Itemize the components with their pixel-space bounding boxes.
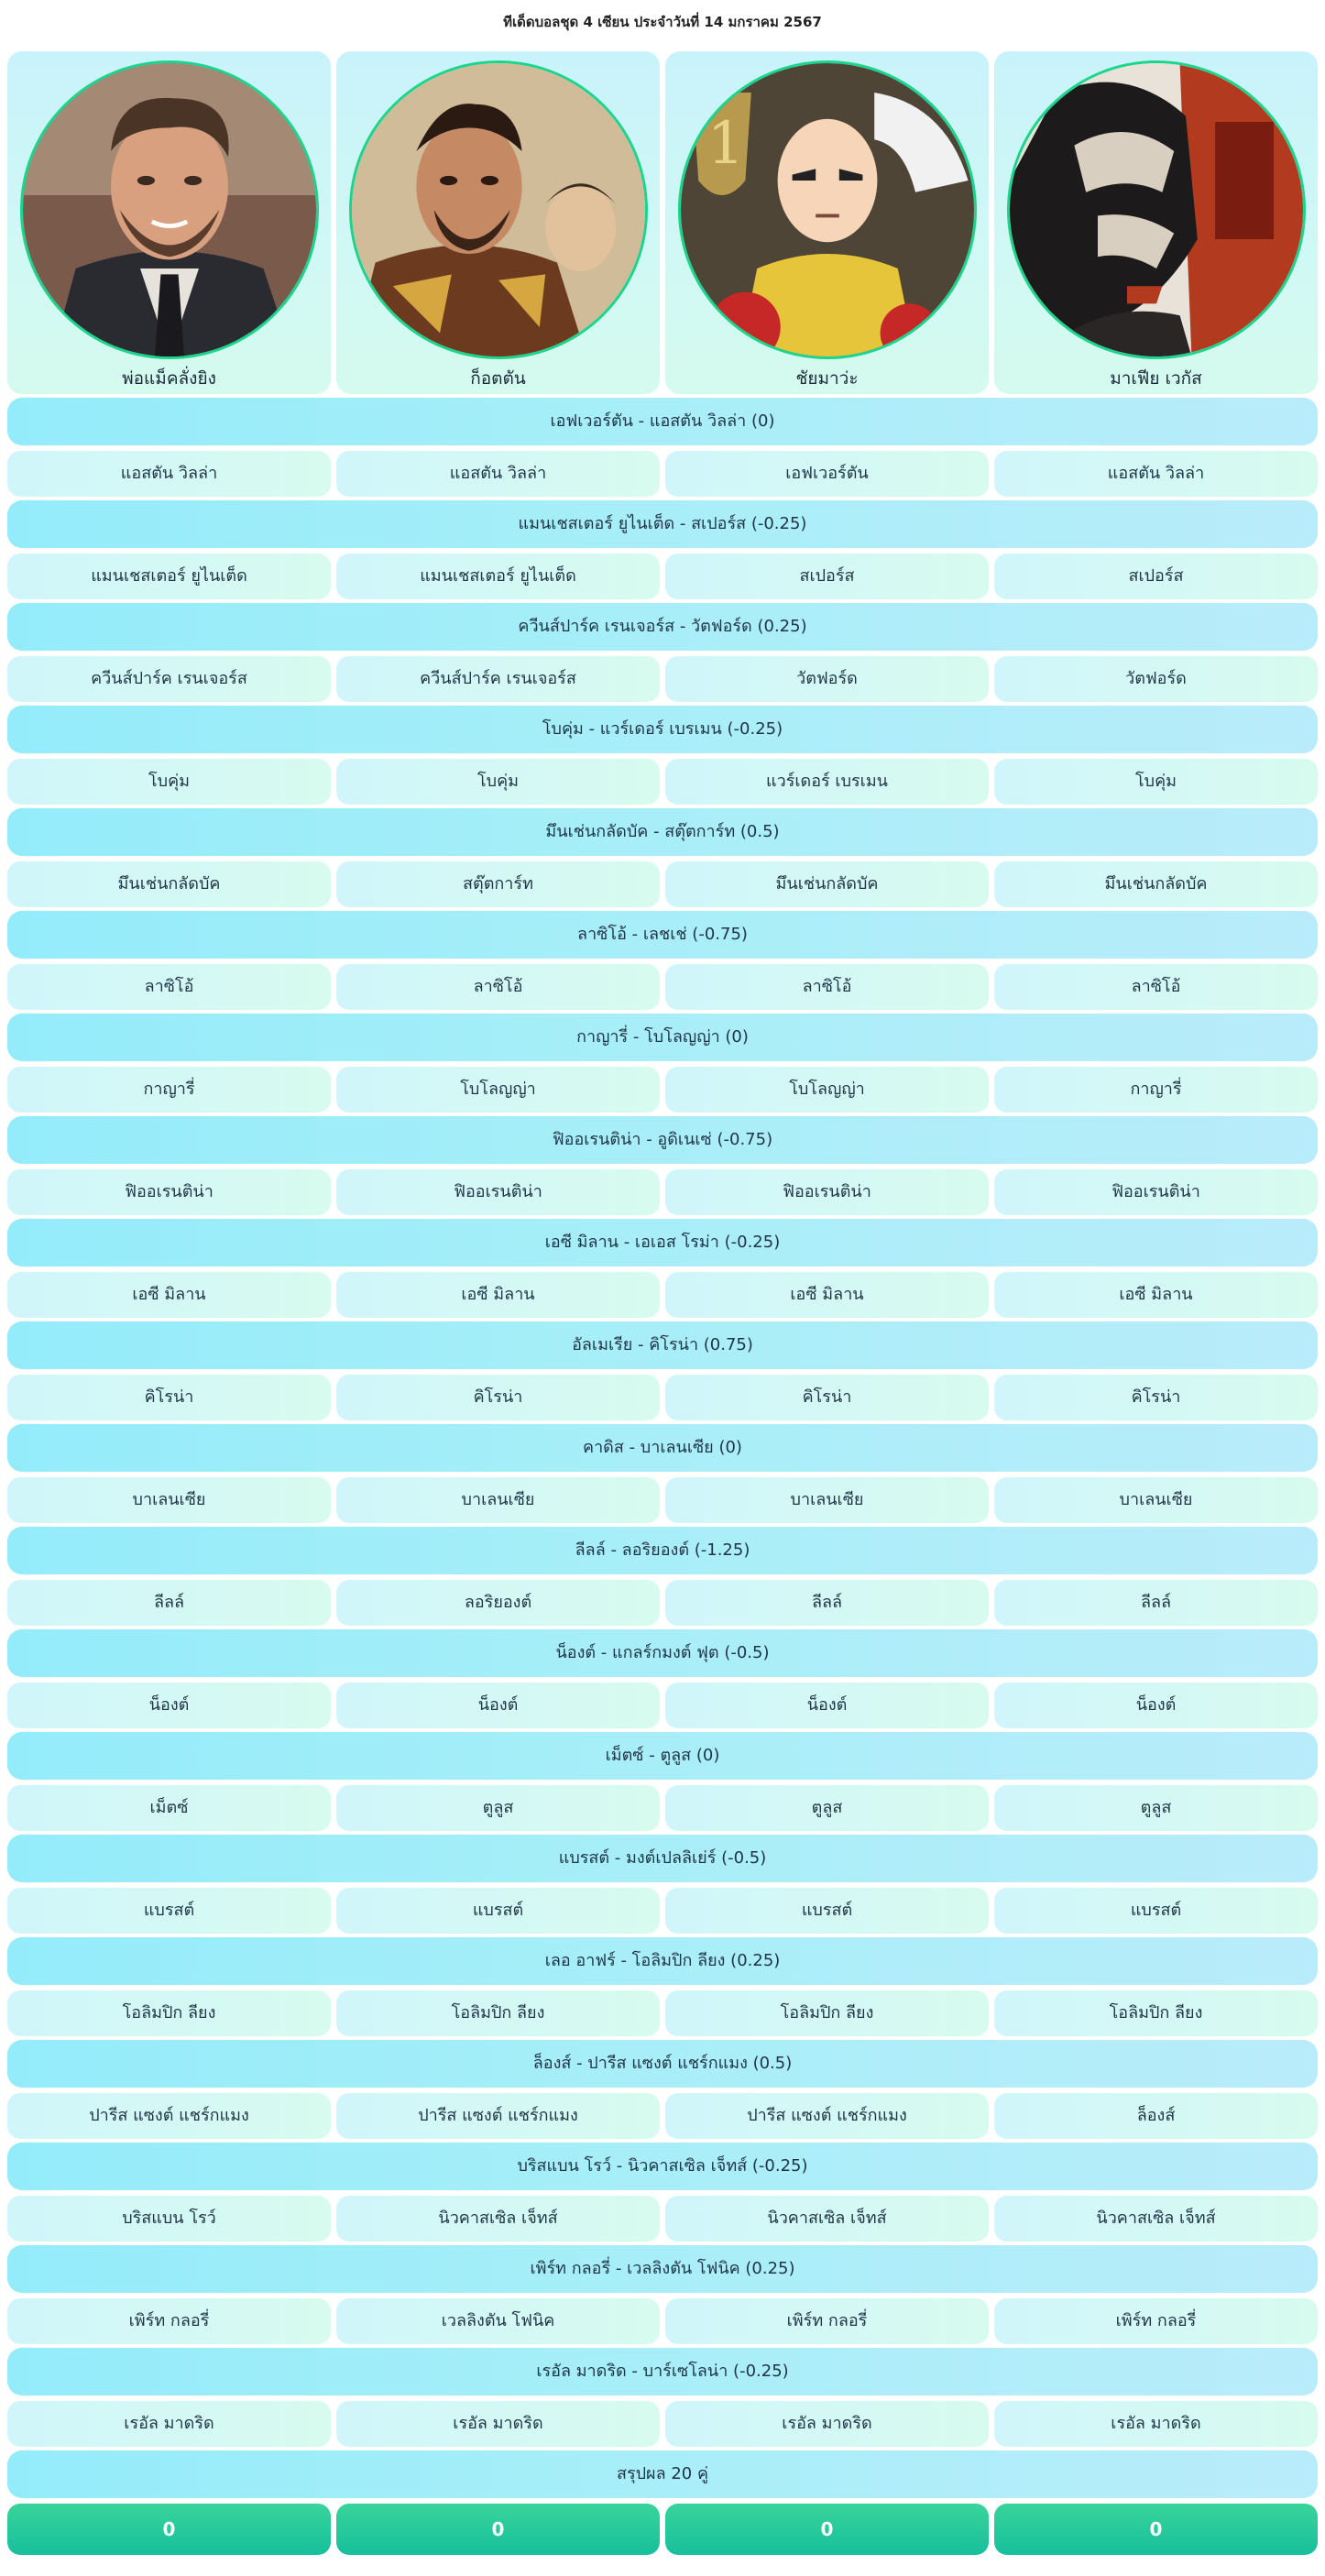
match-title: น็องต์ - แกลร์กมงต์ ฟุต (-0.5) — [7, 1629, 1318, 1677]
pick-cell: แบรสต์ — [336, 1888, 660, 1934]
tipster-card-2 — [336, 51, 660, 394]
tipster-card-4 — [994, 51, 1318, 394]
picks-row — [7, 759, 1318, 805]
match-title: โบคุ่ม - แวร์เดอร์ เบรเมน (-0.25) — [7, 706, 1318, 753]
pick-cell: โบคุ่ม — [7, 759, 331, 805]
portrait-bearded-man-icon — [20, 60, 319, 359]
match-title: บริสแบน โรว์ - นิวคาสเซิล เจ็ทส์ (-0.25) — [7, 2143, 1318, 2190]
tipster-card-3 — [665, 51, 989, 394]
match-title: เลอ อาฟร์ - โอลิมปิก ลียง (0.25) — [7, 1937, 1318, 1985]
match-title: แบรสต์ - มงต์เปลลิเย่ร์ (-0.5) — [7, 1835, 1318, 1882]
pick-cell: แวร์เดอร์ เบรเมน — [665, 759, 989, 805]
match-title: คาดิส - บาเลนเซีย (0) — [7, 1424, 1318, 1472]
pick-cell: เอฟเวอร์ตัน — [665, 451, 989, 497]
picks-row — [7, 2093, 1318, 2139]
picks-row — [7, 554, 1318, 599]
tipster-name: ก็อตตัน — [470, 368, 526, 389]
pick-cell: ลีลล์ — [665, 1580, 989, 1626]
portrait-godfather-icon — [1007, 60, 1306, 359]
pick-cell: ลาซิโอ้ — [7, 964, 331, 1010]
pick-cell: เรอัล มาดริด — [7, 2401, 331, 2447]
picks-row — [7, 2196, 1318, 2242]
tipster-name: พ่อแม็คลั่งยิง — [122, 368, 216, 389]
pick-cell: เอซี มิลาน — [336, 1272, 660, 1318]
picks-row — [7, 451, 1318, 497]
pick-cell: มึนเช่นกลัดบัค — [665, 861, 989, 907]
pick-cell: เพิร์ท กลอรี่ — [994, 2298, 1318, 2344]
pick-cell: สเปอร์ส — [665, 554, 989, 599]
picks-row — [7, 1375, 1318, 1420]
pick-cell: ปารีส แซงต์ แชร์กแมง — [336, 2093, 660, 2139]
page-title: ทีเด็ดบอลชุด 4 เซียน ประจำวันที่ 14 มกราคม 2567 — [503, 14, 822, 30]
pick-cell: วัตฟอร์ด — [665, 656, 989, 702]
pick-cell: ฟิออเรนติน่า — [665, 1169, 989, 1215]
pick-cell: บาเลนเซีย — [336, 1477, 660, 1523]
pick-cell: สเปอร์ส — [994, 554, 1318, 599]
pick-cell: ลาซิโอ้ — [994, 964, 1318, 1010]
match-title: มึนเช่นกลัดบัค - สตุ๊ตการ์ท (0.5) — [7, 808, 1318, 856]
pick-cell: ควีนส์ปาร์ค เรนเจอร์ส — [7, 656, 331, 702]
pick-cell: เวลลิงตัน โฟนิค — [336, 2298, 660, 2344]
pick-cell: โบโลญญ่า — [665, 1067, 989, 1113]
pick-cell: โอลิมปิก ลียง — [665, 1990, 989, 2036]
picks-row — [7, 2401, 1318, 2447]
pick-cell: แอสตัน วิลล่า — [7, 451, 331, 497]
pick-cell: บาเลนเซีย — [665, 1477, 989, 1523]
picks-row — [7, 1477, 1318, 1523]
pick-cell: เพิร์ท กลอรี่ — [665, 2298, 989, 2344]
picks-row — [7, 1580, 1318, 1626]
picks-row — [7, 2298, 1318, 2344]
pick-cell: คิโรน่า — [336, 1375, 660, 1420]
pick-cell: น็องต์ — [994, 1683, 1318, 1728]
picks-row — [7, 656, 1318, 702]
pick-cell: โอลิมปิก ลียง — [336, 1990, 660, 2036]
picks-row — [7, 1888, 1318, 1934]
match-title: เอซี มิลาน - เอเอส โรม่า (-0.25) — [7, 1219, 1318, 1266]
pick-cell: บาเลนเซีย — [7, 1477, 331, 1523]
pick-cell: แมนเชสเตอร์ ยูไนเต็ด — [336, 554, 660, 599]
pick-cell: โบคุ่ม — [336, 759, 660, 805]
pick-cell: ลีลล์ — [994, 1580, 1318, 1626]
pick-cell: คิโรน่า — [994, 1375, 1318, 1420]
summary-title: สรุปผล 20 คู่ — [7, 2450, 1318, 2498]
pick-cell: ปารีส แซงต์ แชร์กแมง — [7, 2093, 331, 2139]
pick-cell: คิโรน่า — [665, 1375, 989, 1420]
pick-cell: ปารีส แซงต์ แชร์กแมง — [665, 2093, 989, 2139]
match-title: เพิร์ท กลอรี่ - เวลลิงตัน โฟนิค (0.25) — [7, 2245, 1318, 2293]
pick-cell: กาญารี่ — [7, 1067, 331, 1113]
pick-cell: โบโลญญ่า — [336, 1067, 660, 1113]
tipster-header-row — [7, 51, 1318, 394]
pick-cell: แบรสต์ — [665, 1888, 989, 1934]
pick-cell: ลีลล์ — [7, 1580, 331, 1626]
pick-cell: ล็องส์ — [994, 2093, 1318, 2139]
picks-row — [7, 861, 1318, 907]
pick-cell: เรอัล มาดริด — [994, 2401, 1318, 2447]
tipster-score: 0 — [7, 2504, 331, 2555]
match-title: เอฟเวอร์ตัน - แอสตัน วิลล่า (0) — [7, 398, 1318, 445]
pick-cell: ลาซิโอ้ — [665, 964, 989, 1010]
pick-cell: ตูลูส — [665, 1785, 989, 1831]
match-title: ลาซิโอ้ - เลชเช่ (-0.75) — [7, 911, 1318, 959]
match-title: กาญารี่ - โบโลญญ่า (0) — [7, 1014, 1318, 1061]
pick-cell: น็องต์ — [665, 1683, 989, 1728]
match-title: เม็ตซ์ - ตูลูส (0) — [7, 1732, 1318, 1780]
match-title: ล็องส์ - ปารีส แซงต์ แชร์กแมง (0.5) — [7, 2040, 1318, 2088]
pick-cell: สตุ๊ตการ์ท — [336, 861, 660, 907]
pick-cell: คิโรน่า — [7, 1375, 331, 1420]
pick-cell: โอลิมปิก ลียง — [994, 1990, 1318, 2036]
match-title: ลีลล์ - ลอริยองต์ (-1.25) — [7, 1527, 1318, 1574]
pick-cell: วัตฟอร์ด — [994, 656, 1318, 702]
pick-cell: เม็ตซ์ — [7, 1785, 331, 1831]
match-list — [7, 398, 1318, 2447]
tipster-page — [7, 0, 1318, 2555]
tipster-score: 0 — [665, 2504, 989, 2555]
pick-cell: เรอัล มาดริด — [336, 2401, 660, 2447]
pick-cell: มึนเช่นกลัดบัค — [994, 861, 1318, 907]
pick-cell: น็องต์ — [336, 1683, 660, 1728]
pick-cell: แอสตัน วิลล่า — [336, 451, 660, 497]
tipster-name: มาเฟีย เวกัส — [1110, 368, 1202, 389]
match-title: อัลเมเรีย - คิโรน่า (0.75) — [7, 1321, 1318, 1369]
pick-cell: แมนเชสเตอร์ ยูไนเต็ด — [7, 554, 331, 599]
pick-cell: ควีนส์ปาร์ค เรนเจอร์ส — [336, 656, 660, 702]
svg-text:1: 1 — [706, 109, 745, 178]
pick-cell: ฟิออเรนติน่า — [7, 1169, 331, 1215]
tipster-name: ชัยมาว่ะ — [795, 368, 859, 389]
match-title: ฟิออเรนติน่า - อูดิเนเซ่ (-0.75) — [7, 1116, 1318, 1164]
match-title: แมนเชสเตอร์ ยูไนเต็ด - สเปอร์ส (-0.25) — [7, 500, 1318, 548]
picks-row — [7, 1067, 1318, 1113]
pick-cell: บาเลนเซีย — [994, 1477, 1318, 1523]
match-title: เรอัล มาดริด - บาร์เซโลน่า (-0.25) — [7, 2348, 1318, 2395]
picks-row — [7, 1683, 1318, 1728]
portrait-anime-hero-icon — [678, 60, 977, 359]
pick-cell: เพิร์ท กลอรี่ — [7, 2298, 331, 2344]
pick-cell: นิวคาสเซิล เจ็ทส์ — [994, 2196, 1318, 2242]
pick-cell: โบคุ่ม — [994, 759, 1318, 805]
pick-cell: แอสตัน วิลล่า — [994, 451, 1318, 497]
pick-cell: กาญารี่ — [994, 1067, 1318, 1113]
portrait-uniform-man-icon — [349, 60, 648, 359]
pick-cell: ฟิออเรนติน่า — [336, 1169, 660, 1215]
picks-row — [7, 1785, 1318, 1831]
pick-cell: นิวคาสเซิล เจ็ทส์ — [336, 2196, 660, 2242]
pick-cell: น็องต์ — [7, 1683, 331, 1728]
picks-row — [7, 1272, 1318, 1318]
pick-cell: ลาซิโอ้ — [336, 964, 660, 1010]
tipster-card-1 — [7, 51, 331, 394]
tipster-score: 0 — [336, 2504, 660, 2555]
picks-row — [7, 1990, 1318, 2036]
pick-cell: มึนเช่นกลัดบัค — [7, 861, 331, 907]
score-row — [7, 2504, 1318, 2555]
tipster-score: 0 — [994, 2504, 1318, 2555]
pick-cell: ตูลูส — [336, 1785, 660, 1831]
pick-cell: เอซี มิลาน — [665, 1272, 989, 1318]
pick-cell: โอลิมปิก ลียง — [7, 1990, 331, 2036]
pick-cell: ลอริยองต์ — [336, 1580, 660, 1626]
pick-cell: บริสแบน โรว์ — [7, 2196, 331, 2242]
pick-cell: ฟิออเรนติน่า — [994, 1169, 1318, 1215]
pick-cell: เอซี มิลาน — [994, 1272, 1318, 1318]
pick-cell: เรอัล มาดริด — [665, 2401, 989, 2447]
pick-cell: เอซี มิลาน — [7, 1272, 331, 1318]
pick-cell: แบรสต์ — [994, 1888, 1318, 1934]
pick-cell: ตูลูส — [994, 1785, 1318, 1831]
match-title: ควีนส์ปาร์ค เรนเจอร์ส - วัตฟอร์ด (0.25) — [7, 603, 1318, 651]
picks-row — [7, 1169, 1318, 1215]
picks-row — [7, 964, 1318, 1010]
pick-cell: นิวคาสเซิล เจ็ทส์ — [665, 2196, 989, 2242]
pick-cell: แบรสต์ — [7, 1888, 331, 1934]
